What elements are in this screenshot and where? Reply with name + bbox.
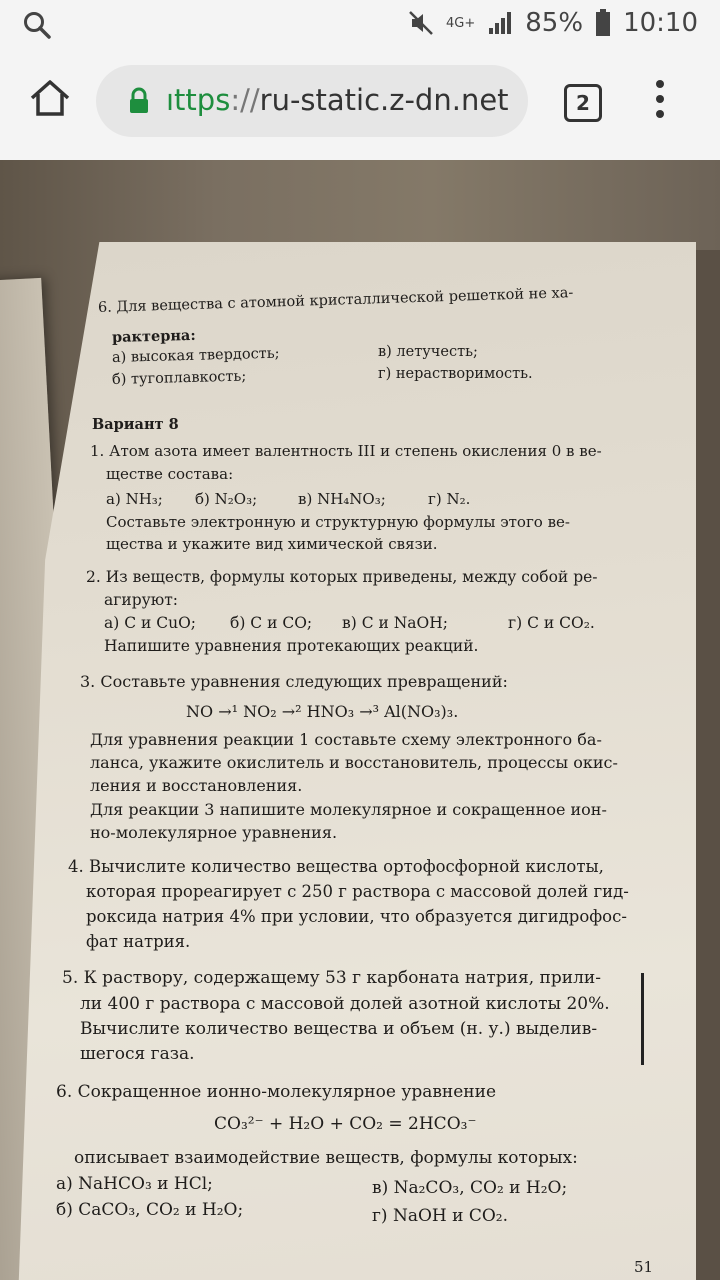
text-line: г) нерастворимость. xyxy=(378,366,533,382)
tab-switcher-button[interactable]: 2 xyxy=(564,84,602,122)
text-line: рактерна: xyxy=(111,326,196,346)
text-line: б) N₂O₃; xyxy=(195,490,258,508)
text-line: б) C и CO; xyxy=(230,614,313,632)
text-line: роксида натрия 4% при условии, что образуется дигидрофос- xyxy=(86,907,627,926)
url-host: ru-static.z-dn.net xyxy=(259,83,509,117)
text-line: агируют: xyxy=(104,591,179,609)
text-line: шегося газа. xyxy=(80,1044,195,1064)
text-line: Для уравнения реакции 1 составьте схему электронного ба- xyxy=(90,730,602,749)
text-line: 3. Составьте уравнения следующих превращений: xyxy=(80,672,508,691)
battery-percent: 85% xyxy=(525,8,584,38)
text-line: Вычислите количество вещества и объем (н. у.) выделив- xyxy=(80,1019,598,1039)
text-line: 4. Вычислите количество вещества ортофосфорной кислоты, xyxy=(68,857,604,876)
text-line: Составьте электронную и структурную формулы этого ве- xyxy=(106,513,570,531)
text-line: ли 400 г раствора с массовой долей азотной кислоты 20%. xyxy=(80,994,610,1014)
text-line: а) высокая твердость; xyxy=(111,345,280,366)
text-line: б) тугоплавкость; xyxy=(111,368,247,388)
text-line: а) NH₃; xyxy=(106,490,163,508)
text-line: г) C и CO₂. xyxy=(508,614,595,632)
text-line: Для реакции 3 напишите молекулярное и сокращенное ион- xyxy=(90,800,607,819)
text-line: ланса, укажите окислитель и восстановитель, процессы окис- xyxy=(90,753,618,772)
text-line: г) NaOH и CO₂. xyxy=(372,1206,509,1226)
text-line: щества и укажите вид химической связи. xyxy=(106,535,438,553)
text-line: в) летучесть; xyxy=(378,344,478,360)
text-line: а) NaHCO₃ и HCl; xyxy=(56,1174,213,1194)
text-line: ществе состава: xyxy=(106,465,234,483)
text-line: г) N₂. xyxy=(428,490,471,508)
text-line: а) C и CuO; xyxy=(104,614,197,632)
text-line: Напишите уравнения протекающих реакций. xyxy=(104,637,479,655)
text-line: 5. К раствору, содержащему 53 г карбоната натрия, прили- xyxy=(62,968,601,988)
text-line: в) C и NaOH; xyxy=(342,614,448,632)
text-line: которая прореагирует с 250 г раствора с массовой долей гид- xyxy=(86,882,629,901)
text-line: 1. Атом азота имеет валентность III и степень окисления 0 в ве- xyxy=(90,442,602,460)
clock: 10:10 xyxy=(623,8,698,38)
text-line: в) Na₂CO₃, CO₂ и H₂O; xyxy=(372,1178,568,1198)
reaction-chain: NO →¹ NO₂ →² HNO₃ →³ Al(NO₃)₃. xyxy=(186,702,459,721)
text-line: б) CaCO₃, CO₂ и H₂O; xyxy=(56,1200,244,1220)
text-line: 2. Из веществ, формулы которых приведены, между собой ре- xyxy=(86,568,598,586)
url-scheme: ıttps xyxy=(166,83,231,117)
url-separator: :// xyxy=(230,83,260,117)
margin-mark xyxy=(641,973,644,1065)
network-type: 4G+ xyxy=(446,15,476,31)
text-line: но-молекулярное уравнения. xyxy=(90,823,338,842)
text-line: в) NH₄NO₃; xyxy=(298,490,386,508)
text-line: фат натрия. xyxy=(86,932,191,951)
text-line: описывает взаимодействие веществ, формулы которых: xyxy=(74,1148,578,1168)
variant-heading: Вариант 8 xyxy=(92,416,179,433)
text-line: 6. Для вещества с атомной кристаллической решеткой не ха- xyxy=(97,285,574,316)
text-line: 6. Сокращенное ионно-молекулярное уравнение xyxy=(56,1082,497,1102)
page-number: 51 xyxy=(634,1258,654,1276)
ionic-equation: CO₃²⁻ + H₂O + CO₂ = 2HCO₃⁻ xyxy=(214,1114,477,1134)
text-line: ления и восстановления. xyxy=(90,776,303,795)
